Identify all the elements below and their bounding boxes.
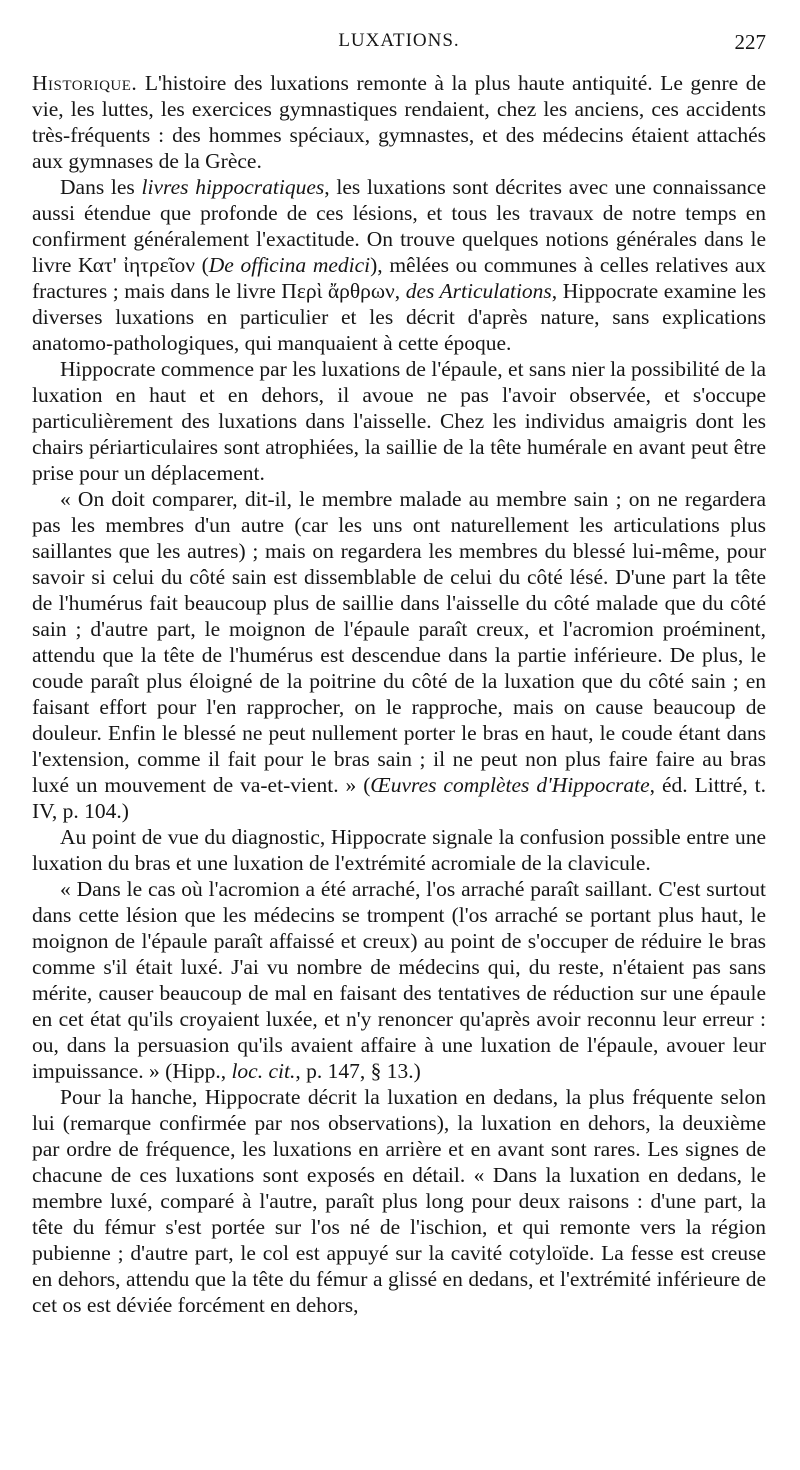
citation-reference: , p. 147, § 13.)	[295, 1059, 421, 1083]
quote-text: « On doit comparer, dit-il, le membre malade au membre sain ; on ne regardera pas les membres d'un autre (car les uns ont naturellement les articulations plus saillantes que les autres) ; mais on regardera les membres du blessé lui-même, pour savoir si celui du côté sain est dissemblable de celui du côté lésé. D'une part la tête de l'humérus fait beaucoup plus de saillie dans l'aisselle du côté malade que du côté sain ; d'autre part, le moignon de l'épaule paraît creux, et l'acromion proéminent, attendu que la tête de l'humérus est descendue dans la partie inférieure. De plus, le coude paraît plus éloigné de la poitrine du côté de la luxation que du côté sain ; en faisant effort pour l'en rapprocher, on le rapproche, mais on cause beaucoup de douleur. Enfin le blessé ne peut nullement porter le bras en haut, le coude étant dans l'extension, comme il fait pour le bras sain ; il ne peut non plus faire faire au bras luxé un mouvement de va-et-vient. » (	[32, 487, 766, 797]
paragraph-text: L'histoire des luxations remonte à la plus haute antiquité. Le genre de vie, les luttes, les exercices gymnastiques rendaient, chez les anciens, ces accidents très-fréquents : des hommes spéciaux, gymnastes, et des médecins étaient attachés aux gymnases de la Grèce.	[32, 71, 766, 173]
text-run: , Hippocrate examine les diverses luxations en particulier et les décrit d'après nature, sans explications anatomo-pathologiques, qui manquaient à cette époque.	[32, 279, 766, 355]
citation-title: Œuvres complètes d'Hippocrate	[370, 773, 650, 797]
citation-title: loc. cit.	[231, 1059, 296, 1083]
paragraph-hippocratic-books	[32, 174, 766, 356]
text-run: ), mêlées ou communes à celles relatives aux fractures ; mais dans le livre Περὶ ἄρθρων,	[32, 253, 766, 303]
running-title: LUXATIONS.	[338, 30, 460, 51]
paragraph-diagnosis: Au point de vue du diagnostic, Hippocrate signale la confusion possible entre une luxation du bras et une luxation de l'extrémité acromiale de la clavicule.	[32, 825, 766, 875]
text-run: , les luxations sont décrites avec une connaissance aussi étendue que profonde de ces lésions, et tous les travaux de notre temps en confirment généralement l'exactitude. On trouve quelques notions générales dans le livre Κατ' ἰητρεῖον (	[32, 175, 767, 277]
quote-text: « Dans le cas où l'acromion a été arraché, l'os arraché paraît saillant. C'est surtout dans cette lésion que les médecins se trompent (l'os arraché se portant plus haut, le moignon de l'épaule paraît affaissé et creux) au point de s'occuper de réduire le bras comme s'il était luxé. J'ai vu nombre de médecins qui, du reste, n'étaient pas sans mérite, causer beaucoup de mal en faisant des tentatives de réduction sur une épaule en cet état qu'ils croyaient luxée, et n'y renoncer qu'après avoir reconnu leur erreur : ou, dans la persuasion qu'ils avaient affaire à une luxation de l'épaule, avouer leur impuissance. » (Hipp.,	[32, 877, 766, 1083]
paragraph-shoulder-luxations: Hippocrate commence par les luxations de l'épaule, et sans nier la possibilité de la luxation en haut et en dehors, il avoue ne pas l'avoir observée, et s'occupe particulièrement des luxations dans l'aisselle. Chez les individus amaigris dont les chairs périarticulaires sont atrophiées, la saillie de la tête humérale en avant peut être prise pour un déplacement.	[32, 357, 766, 485]
emphasis-text: livres hippocratiques	[141, 175, 325, 199]
emphasis-text: De officina medici	[208, 253, 371, 277]
paragraph-quote-comparison	[32, 486, 766, 824]
emphasis-text: des Articulations	[405, 279, 552, 303]
paragraph-historique	[32, 70, 766, 174]
page-number: 227	[734, 30, 766, 54]
citation-reference: , éd. Littré, t. IV, p. 104.)	[32, 773, 767, 823]
page-header	[32, 30, 766, 56]
body-text	[32, 70, 766, 1318]
section-label: Historique.	[32, 71, 138, 95]
paragraph-quote-acromion	[32, 876, 766, 1084]
text-run: Dans les	[60, 175, 142, 199]
paragraph-hip-luxations: Pour la hanche, Hippocrate décrit la luxation en dedans, la plus fréquente selon lui (remarque confirmée par nos observations), la luxation en dehors, la deuxième par ordre de fréquence, les luxations en arrière et en avant sont rares. Les signes de chacune de ces luxations sont exposés en détail. « Dans la luxation en dedans, le membre luxé, comparé à l'autre, paraît plus long pour deux raisons : d'une part, la tête du fémur s'est portée sur l'os né de l'ischion, et qui remonte vers la région pubienne ; d'autre part, le col est appuyé sur la cavité cotyloïde. La fesse est creuse en dehors, attendu que la tête du fémur a glissé en dedans, et l'extrémité inférieure de cet os est déviée forcément en dehors,	[32, 1085, 766, 1317]
